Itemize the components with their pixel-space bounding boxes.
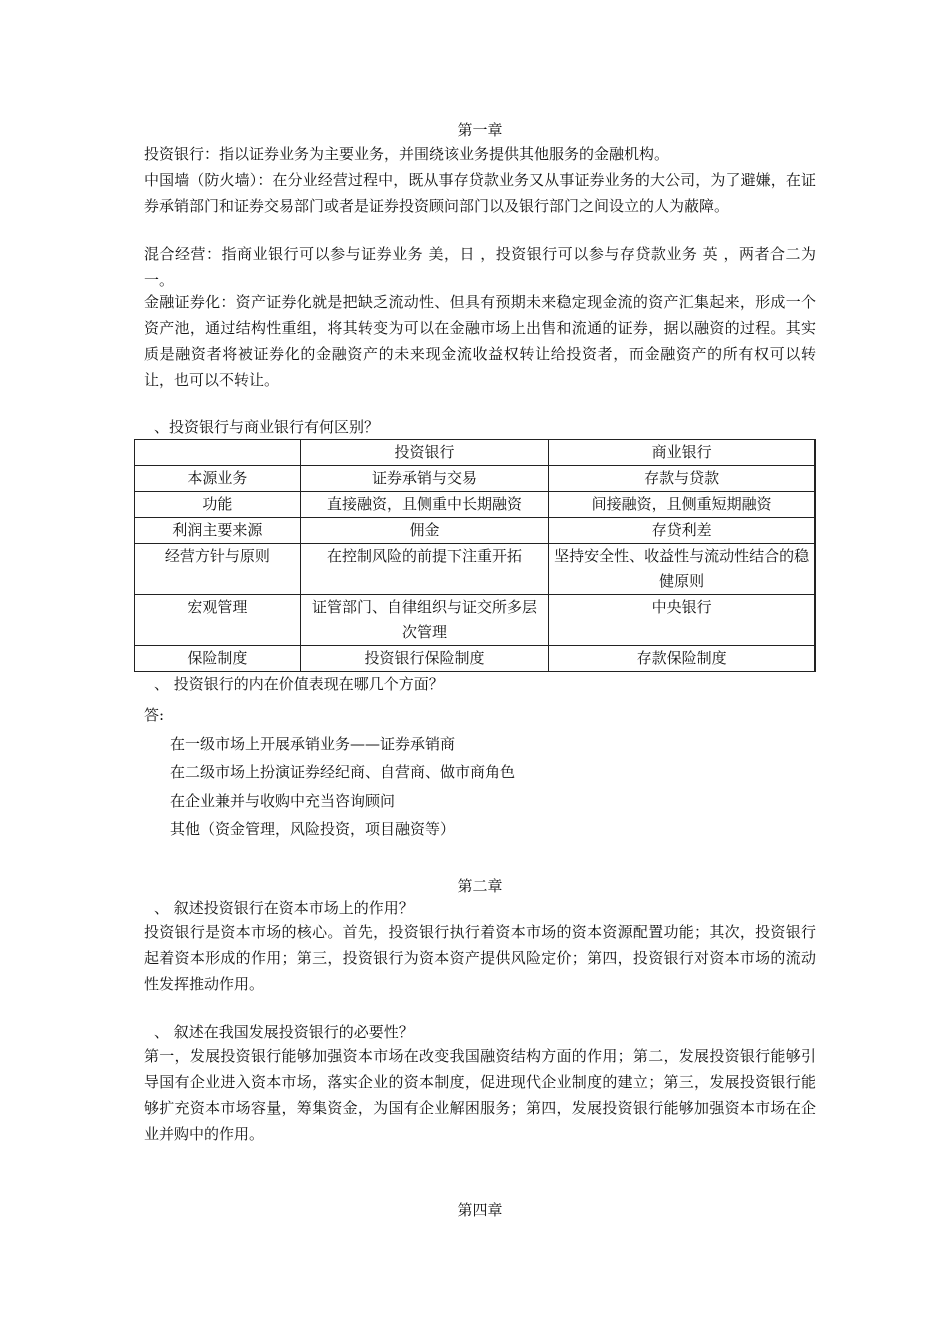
- table-cell: 本源业务: [135, 466, 301, 492]
- table-header-row: [135, 440, 816, 466]
- table-cell: 中央银行: [549, 595, 815, 646]
- answer-item: 其他（资金管理，风险投资，项目融资等）: [170, 820, 456, 838]
- table-cell: 直接融资，且侧重中长期融资: [300, 492, 549, 518]
- table-cell: 在控制风险的前提下注重开拓: [300, 544, 549, 595]
- table-cell: 存款与贷款: [549, 466, 815, 492]
- answer-item: 在一级市场上开展承销业务——证券承销商: [170, 735, 456, 753]
- question-necessity: 、 叙述在我国发展投资银行的必要性？: [154, 1023, 414, 1041]
- table-cell: 证券承销与交易: [300, 466, 549, 492]
- answer-item: 在企业兼并与收购中充当咨询顾问: [170, 792, 396, 810]
- table-cell: 间接融资，且侧重短期融资: [549, 492, 815, 518]
- table-cell: 坚持安全性、收益性与流动性结合的稳健原则: [549, 544, 815, 595]
- question-difference: 、投资银行与商业银行有何区别？: [154, 418, 380, 436]
- answer-role-capital-market: 投资银行是资本市场的核心。首先，投资银行执行着资本市场的资本资源配置功能；其次，投资银行起着资本形成的作用；第三，投资银行为资本资产提供风险定价；第四，投资银行对资本市场的流动性发挥推动作用。: [144, 923, 816, 993]
- chapter2-title: 第二章: [457, 877, 503, 895]
- definition-chinese-wall: 中国墙（防火墙）：在分业经营过程中，既从事存贷款业务又从事证券业务的大公司，为了避嫌，在证券承销部门和证券交易部门或者是证券投资顾问部门以及银行部门之间设立的人为蔽障。: [144, 171, 816, 215]
- table-cell: 利润主要来源: [135, 518, 301, 544]
- definition-mixed-operation: 混合经营：指商业银行可以参与证券业务 美，日 ，投资银行可以参与存贷款业务 英 ，两者合二为一。: [144, 245, 816, 289]
- table-header-cell: [135, 440, 301, 466]
- comparison-table: [134, 439, 816, 672]
- table-cell: 宏观管理: [135, 595, 301, 646]
- table-cell: 投资银行保险制度: [300, 646, 549, 672]
- answer-item: 在二级市场上扮演证券经纪商、自营商、做市商角色: [170, 763, 516, 781]
- chapter4-title: 第四章: [457, 1201, 503, 1219]
- definition-securitization: 金融证券化：资产证券化就是把缺乏流动性、但具有预期未来稳定现金流的资产汇集起来，形成一个资产池，通过结构性重组，将其转变为可以在金融市场上出售和流通的证券，据以融资的过程。其实质是融资者将被证券化的金融资产的未来现金流收益权转让给投资者，而金融资产的所有权可以转让，也可以不转让。: [144, 293, 816, 389]
- table-row: [135, 492, 816, 518]
- table-row: [135, 466, 816, 492]
- answer-label: 答:: [144, 706, 165, 724]
- question-role-capital-market: 、 叙述投资银行在资本市场上的作用？: [154, 899, 414, 917]
- table-cell: 经营方针与原则: [135, 544, 301, 595]
- definition-investment-bank: 投资银行：指以证券业务为主要业务，并围绕该业务提供其他服务的金融机构。: [144, 145, 670, 163]
- table-cell: 保险制度: [135, 646, 301, 672]
- answer-necessity: 第一，发展投资银行能够加强资本市场在改变我国融资结构方面的作用；第二，发展投资银行能够引导国有企业进入资本市场，落实企业的资本制度，促进现代企业制度的建立；第三，发展投资银行能够扩充资本市场容量，筹集资金，为国有企业解困服务；第四，发展投资银行能够加强资本市场在企业并购中的作用。: [144, 1047, 816, 1143]
- table-cell: 存贷利差: [549, 518, 815, 544]
- table-cell: 存款保险制度: [549, 646, 815, 672]
- table-header-cell: 投资银行: [300, 440, 549, 466]
- table-row: [135, 518, 816, 544]
- table-cell: 功能: [135, 492, 301, 518]
- question-intrinsic-value: 、 投资银行的内在价值表现在哪几个方面？: [154, 675, 444, 693]
- table-cell: 佣金: [300, 518, 549, 544]
- table-row: [135, 595, 816, 646]
- table-cell: 证管部门、自律组织与证交所多层次管理: [300, 595, 549, 646]
- table-header-cell: 商业银行: [549, 440, 815, 466]
- chapter1-title: 第一章: [457, 121, 503, 139]
- table-row: [135, 646, 816, 672]
- table-row: [135, 544, 816, 595]
